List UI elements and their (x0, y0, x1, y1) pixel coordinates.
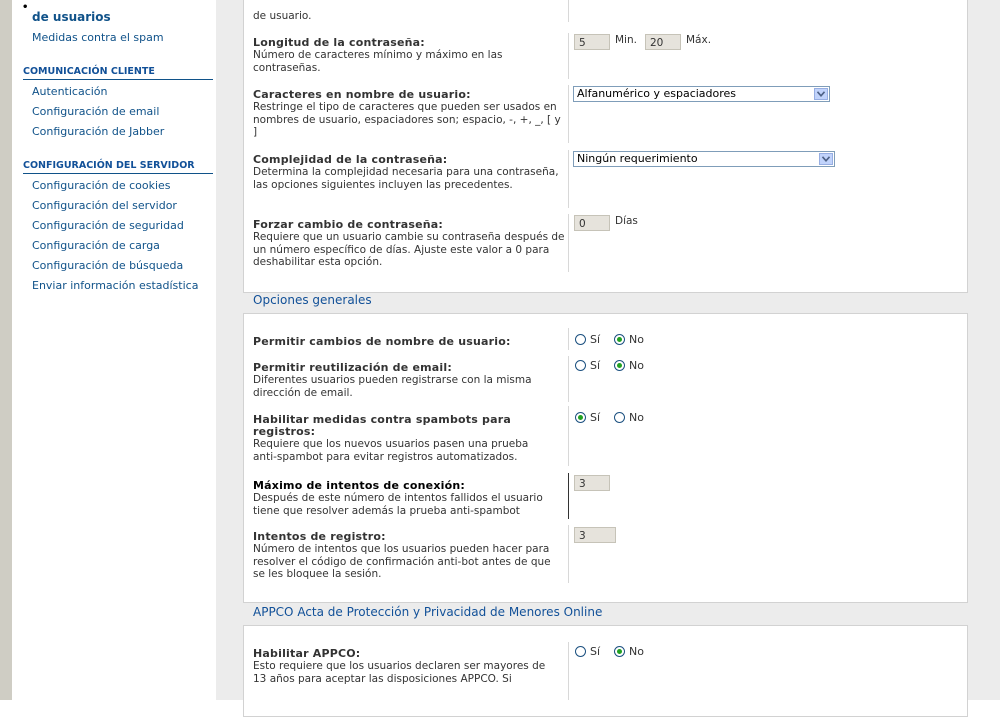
column-divider (568, 0, 569, 22)
username-chars-select[interactable] (573, 86, 830, 102)
anti-spambot-yes[interactable]: Sí (575, 411, 600, 424)
sidebar-item-auth[interactable]: Autenticación (32, 85, 108, 98)
radio-unchecked-icon[interactable] (614, 412, 625, 423)
column-divider (568, 356, 569, 402)
password-min-input[interactable]: 5 (574, 34, 610, 50)
chevron-down-icon[interactable] (814, 88, 828, 100)
force-password-change-row: Forzar cambio de contraseña: Requiere que un usuario cambie su contraseña después de un número específico de días. Ajuste este valor a 0 para deshabilitar esta opción. (253, 218, 565, 268)
radio-checked-icon[interactable] (614, 334, 625, 345)
sidebar-item-user-registration[interactable]: de usuarios (32, 10, 111, 24)
allow-name-change-yes[interactable]: Sí (575, 333, 600, 346)
column-divider (568, 525, 569, 583)
sidebar-header-server: CONFIGURACIÓN DEL SERVIDOR (23, 160, 213, 174)
allow-name-change-no[interactable]: No (614, 333, 644, 346)
column-divider (568, 328, 569, 350)
password-change-days-input[interactable]: 0 (574, 215, 610, 231)
column-divider (568, 642, 569, 700)
allow-email-reuse-no[interactable]: No (614, 359, 644, 372)
enable-coppa-radios (575, 645, 658, 658)
radio-checked-icon[interactable] (575, 412, 586, 423)
coppa-title: APPCO Acta de Protección y Privacidad de Menores Online (253, 605, 603, 619)
main-content (216, 0, 1000, 700)
sidebar-item-email[interactable]: Configuración de email (32, 105, 160, 118)
column-divider (568, 406, 569, 466)
allow-email-reuse-radios (575, 359, 658, 372)
bullet-icon: • (22, 2, 29, 13)
sidebar-item-server[interactable]: Configuración del servidor (32, 199, 177, 212)
radio-checked-icon[interactable] (614, 646, 625, 657)
registration-attempts-row: Intentos de registro: Número de intentos que los usuarios pueden hacer para resolver el código de confirmación anti-bot antes de que se les bloquee la sesión. (253, 530, 551, 580)
sidebar-item-cookies[interactable]: Configuración de cookies (32, 179, 171, 192)
username-chars-value: Alfanumérico y espaciadores (577, 87, 737, 100)
column-divider (568, 214, 569, 272)
radio-unchecked-icon[interactable] (575, 646, 586, 657)
min-label: Min. (615, 34, 637, 46)
anti-spambot-radios (575, 411, 658, 424)
max-login-attempts-input[interactable]: 3 (574, 475, 610, 491)
allow-email-reuse-yes[interactable]: Sí (575, 359, 600, 372)
enable-coppa-no[interactable]: No (614, 645, 644, 658)
sidebar-item-jabber[interactable]: Configuración de Jabber (32, 125, 165, 138)
radio-checked-icon[interactable] (614, 360, 625, 371)
column-divider (568, 85, 569, 143)
sidebar-item-stats[interactable]: Enviar información estadística (32, 279, 199, 292)
sidebar-item-search[interactable]: Configuración de búsqueda (32, 259, 184, 272)
password-complexity-value: Ningún requerimiento (577, 152, 698, 165)
sidebar-item-spam[interactable]: Medidas contra el spam (32, 31, 164, 44)
registration-attempts-input[interactable]: 3 (574, 527, 616, 543)
max-login-attempts-row: Máximo de intentos de conexión: Después de este número de intentos fallidos el usuario tiene que resolver además la prueba anti-spambot (253, 479, 543, 517)
column-divider (568, 150, 569, 208)
password-complexity-row: Complejidad de la contraseña: Determina la complejidad necesaria para una contraseña, las opciones siguientes incluyen las precedentes. (253, 153, 559, 191)
password-max-input[interactable]: 20 (645, 34, 681, 50)
password-length-row: Longitud de la contraseña: Número de caracteres mínimo y máximo en las contraseñas. (253, 36, 503, 74)
username-chars-row: Caracteres en nombre de usuario: Restringe el tipo de caracteres que pueden ser usados en nombres de usuario, espaciadores son; espacio, -, +, _, [ y ] (253, 88, 561, 138)
column-divider (568, 33, 569, 79)
enable-coppa-row: Habilitar APPCO: Esto requiere que los usuarios declaren ser mayores de 13 años para aceptar las disposiciones APPCO. Si (253, 647, 546, 685)
sidebar (12, 0, 217, 700)
chevron-down-icon[interactable] (819, 153, 833, 165)
max-label: Máx. (686, 34, 712, 46)
general-options-title: Opciones generales (253, 293, 372, 307)
anti-spambot-no[interactable]: No (614, 411, 644, 424)
enable-coppa-yes[interactable]: Sí (575, 645, 600, 658)
anti-spambot-row: Habilitar medidas contra spambots para registros: Requiere que los nuevos usuarios pasen una prueba anti-spambot para evitar registros automatizados. (253, 413, 529, 463)
password-complexity-select[interactable] (573, 151, 835, 167)
sidebar-item-load[interactable]: Configuración de carga (32, 239, 160, 252)
column-divider (568, 473, 569, 519)
allow-name-change-radios (575, 333, 658, 346)
allow-email-reuse-row: Permitir reutilización de email: Diferentes usuarios pueden registrarse con la misma dirección de email. (253, 361, 532, 399)
prev-row-desc-tail: de usuario. (253, 10, 312, 22)
days-label: Días (615, 215, 638, 227)
sidebar-item-security[interactable]: Configuración de seguridad (32, 219, 184, 232)
allow-name-change-row: Permitir cambios de nombre de usuario: (253, 335, 511, 348)
radio-unchecked-icon[interactable] (575, 334, 586, 345)
sidebar-header-client: COMUNICACIÓN CLIENTE (23, 66, 213, 80)
radio-unchecked-icon[interactable] (575, 360, 586, 371)
